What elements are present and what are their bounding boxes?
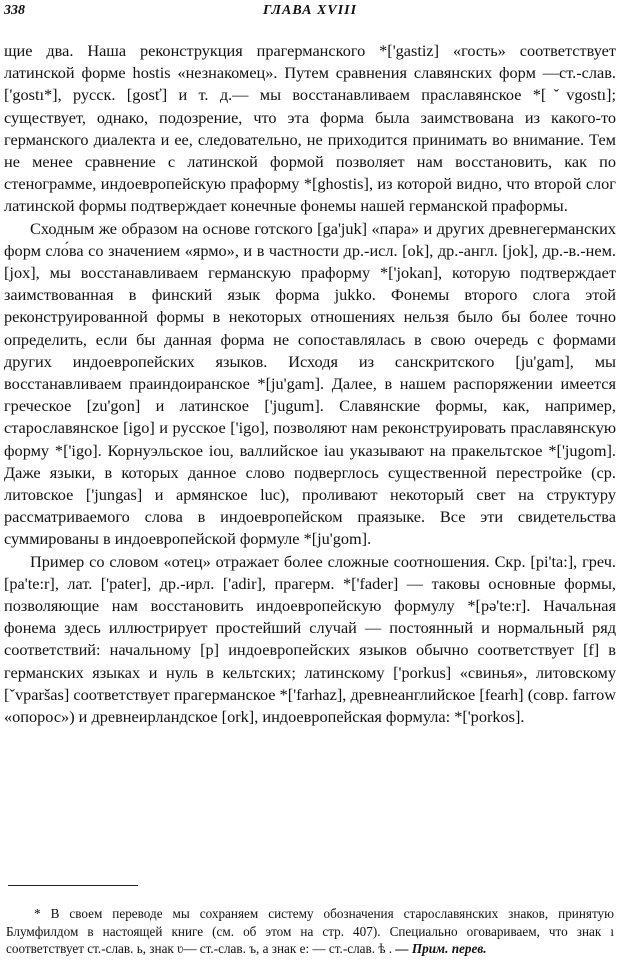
paragraph-1: щие два. Наша реконструкция прагерманского *['gastiz] «гость» соответствует латинской форме hostis «незнакомец». Путем сравнения славянских форм —ст.-слав. ['gostı*], русск. [gosť] и т. д.— мы восстанавливаем праславянское *[ˇvgostı]; существует, однако, подозрение, что эта форма была заимствована из какого-то германского диалекта и ее, следовательно, не приходится принимать во внимание. Тем не менее сравнение с латинской формой позволяет нам восстановить, как по стенограмме, индоевропейскую праформу *[ghostis], из которой видно, что второй слог латинской формы подтверждает конечные фонемы нашей германской праформы. (4, 41, 616, 216)
footnote-divider (8, 885, 138, 886)
running-head (4, 3, 616, 23)
body-text (4, 40, 616, 728)
paragraph-2: Сходным же образом на основе готского [ga'juk] «пара» и других древнегерманских форм сло́ва со значением «ярмо», и в частности др.-исл. [ok], др.-англ. [jok], др.-в.-нем. [jox], мы восстанавливаем германскую праформу *['jokan], которую подтверждает заимствованная в финский язык форма jukko. Фонемы второго слога этой реконструированной формы в некоторых отношениях нельзя было бы более точно определить, если бы данная форма не сопоставлялась в свою очередь с формами других индоевропейских языков. Исходя из санскритского [ju'gam], мы восстанавливаем праиндоиранское *[ju'gam]. Далее, в нашем распоряжении имеется греческое [zu'gon] и латинское ['jugum]. Славянские формы, как, например, старославянское [igo] и русское ['igo], позволяют нам реконструировать праславянскую форму *['igo]. Корнуэльское iou, валлийское iau указывают на пракельтское *['jugom]. Даже языки, в которых данное слово подверглось существенной перестройке (ср. литовское ['jungas] и армянское luc), проливают некоторый свет на структуру рассматриваемого слова в индоевропейском праязыке. Все эти свидетельства суммированы в индоевропейской формуле *[ju'gom]. (4, 218, 616, 549)
footnote-text: * В своем переводе мы сохраняем систему обозначения старославянских знаков, принятую Блумфилдом в настоящей книге (см. об этом на стр. 407). Специально оговариваем, что знак ı соответствует ст.-слав. ь, знак ʋ— ст.-слав. ъ, а знак e: — ст.-слав. ѣ . (6, 906, 614, 956)
translator-note: — Прим. перев. (395, 941, 487, 956)
page-number: 338 (4, 3, 25, 18)
footnote (6, 905, 614, 958)
paragraph-3: Пример со словом «отец» отражает более сложные соотношения. Скр. [pi'ta:], греч. [pa'te:r], лат. ['pater], др.-ирл. ['adir], прагерм. *['fader] — таковы основные формы, позволяющие нам восстановить индоевропейскую формулу *[pə'te:r]. Начальная фонема здесь иллюстрирует простейший случай — постоянный и нормальный ряд соответствий: начальному [p] индоевропейских языков обычно соответствует [f] в германских языках и нуль в кельтских; латинскому ['porkus] «свинья», литовскому [ˇvparšas] соответствует прагерманское *['farhaz], древнеанглийское [fearh] (совр. farrow «опорос») и древнеирландское [ork], индоевропейская формула: *['porkos]. (4, 551, 616, 727)
chapter-title: ГЛАВА XVIII (262, 3, 358, 18)
